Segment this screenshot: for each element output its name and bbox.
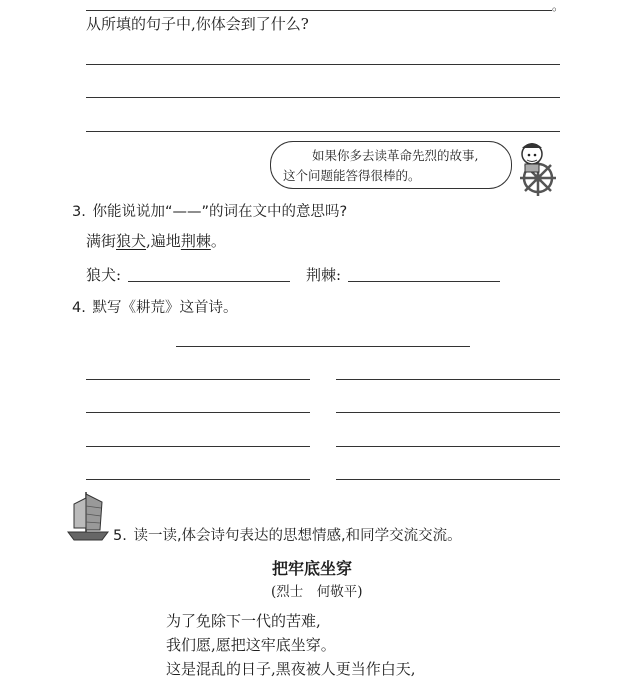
sailboat-icon — [66, 490, 110, 542]
poem-author: (烈士 何敬平) — [271, 584, 363, 600]
tip-bubble-line2: 这个问题能答得很棒的。 — [283, 168, 421, 183]
cartoon-sailor-helm-icon — [510, 136, 566, 196]
answer-line-3[interactable] — [86, 131, 560, 132]
poem-title: 把牢底坐穿 — [272, 559, 353, 578]
poem-line-right-3[interactable] — [336, 446, 560, 447]
q4-text: 默写《耕荒》这首诗。 — [92, 300, 238, 316]
q3-word-thorns: 荆棘 — [180, 232, 211, 250]
q3-number: 3. — [72, 204, 86, 220]
q3-text: 你能说说加“——”的词在文中的意思吗? — [92, 204, 348, 220]
q5-number: 5. — [113, 528, 127, 544]
q3-field2-label: 荆棘: — [306, 266, 342, 284]
poem-line-left-2[interactable] — [86, 412, 310, 413]
q3-prompt — [72, 200, 347, 221]
answer-line-top[interactable] — [86, 10, 552, 11]
q3-phrase-part3: 。 — [210, 232, 226, 250]
poem-line-1: 为了免除下一代的苦难, — [166, 612, 321, 630]
poem-line-left-4[interactable] — [86, 479, 310, 480]
poem-line-right-2[interactable] — [336, 412, 560, 413]
poem-line-3: 这是混乱的日子,黑夜被人更当作白天, — [166, 660, 416, 678]
q5-text: 读一读,体会诗句表达的思想情感,和同学交流交流。 — [133, 528, 462, 544]
q4-prompt — [72, 296, 237, 317]
top-line-end-mark: 。 — [552, 0, 565, 13]
q4-number: 4. — [72, 300, 86, 316]
q3-phrase-part2: ,遍地 — [146, 232, 181, 250]
q3-field1-label: 狼犬: — [86, 266, 122, 284]
poem-line-right-1[interactable] — [336, 379, 560, 380]
poem-line-left-3[interactable] — [86, 446, 310, 447]
q3-field1-input[interactable] — [128, 281, 290, 282]
q3-word-wolfdog: 狼犬 — [116, 232, 147, 250]
answer-line-1[interactable] — [86, 64, 560, 65]
poem-line-2: 我们愿,愿把这牢底坐穿。 — [166, 636, 336, 654]
q3-phrase — [86, 230, 226, 251]
tip-bubble-line1: 如果你多去读革命先烈的故事, — [312, 148, 479, 163]
question-from-sentences: 从所填的句子中,你体会到了什么? — [86, 15, 309, 33]
q5-prompt — [113, 524, 462, 545]
q3-field2-input[interactable] — [348, 281, 500, 282]
answer-line-2[interactable] — [86, 97, 560, 98]
poem-line-right-4[interactable] — [336, 479, 560, 480]
poem-line-left-1[interactable] — [86, 379, 310, 380]
poem-title-line[interactable] — [176, 346, 470, 347]
q3-phrase-part1: 满街 — [86, 232, 117, 250]
